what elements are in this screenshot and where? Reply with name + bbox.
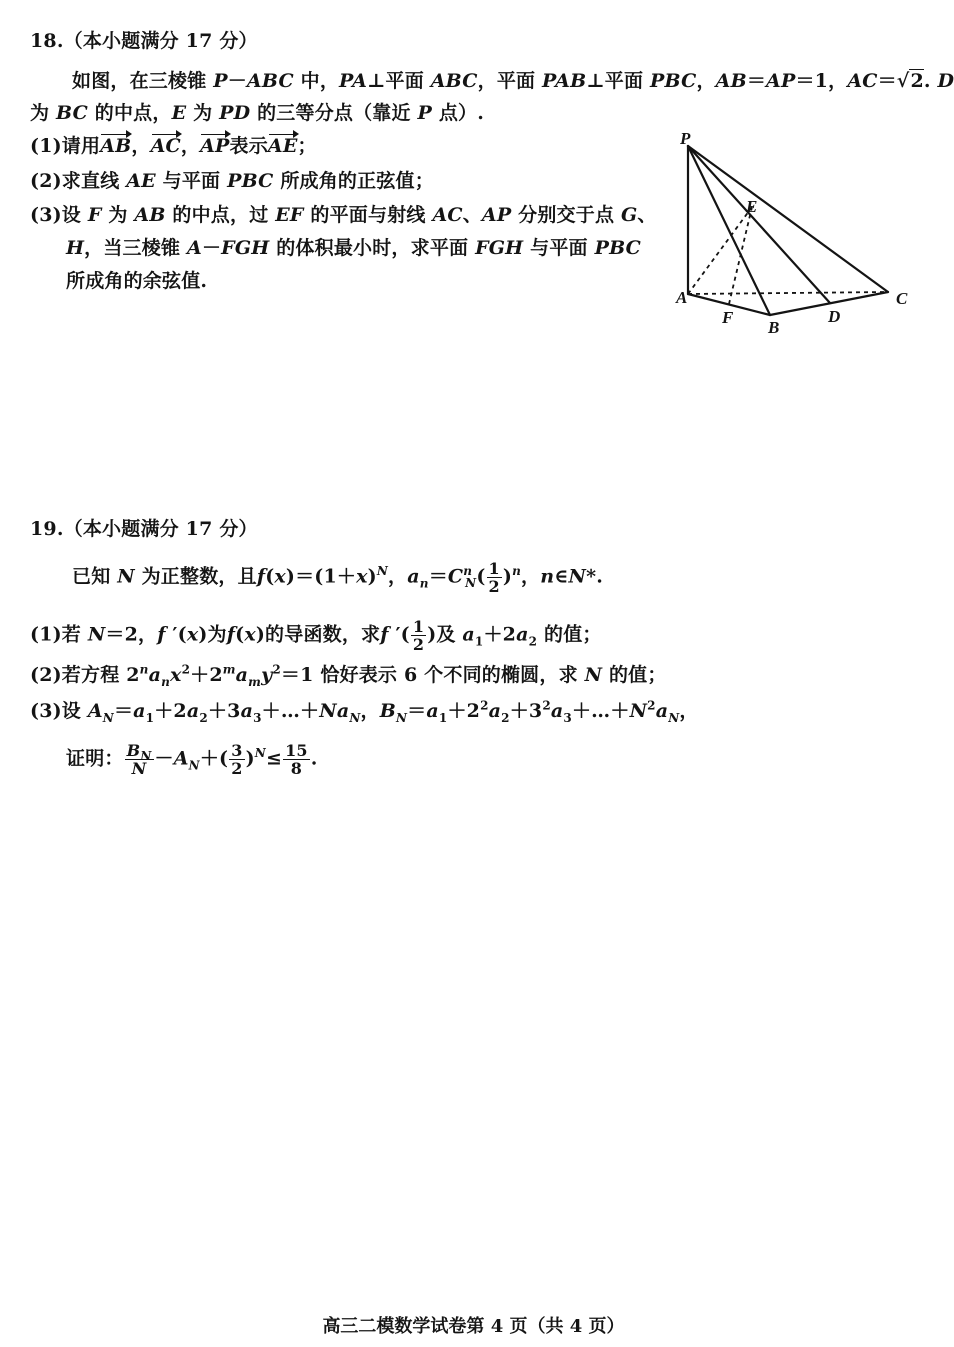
label-E: E: [746, 197, 758, 216]
label-A: A: [676, 288, 688, 307]
q18-part3-line1: (3)设 F 为 AB 的中点，过 EF 的平面与射线 AC、AP 分别交于点 G、: [30, 204, 657, 226]
label-B: B: [768, 318, 780, 337]
q18-part3-line3: 所成角的余弦值.: [66, 270, 208, 292]
edge-PC: [688, 146, 888, 292]
q18-part1: (1)请用AB，AC，AP表示AE；: [30, 135, 317, 157]
tetrahedron-figure: [662, 126, 922, 346]
label-P: P: [680, 129, 691, 148]
edge-AC-hidden: [688, 292, 888, 294]
q18-stem-line2: 为 BC 的中点，E 为 PD 的三等分点（靠近 P 点）.: [30, 102, 485, 124]
q19-part1: (1)若 N＝2，f ′(x)为f(x)的导函数，求f ′( $\frac{1}{2}$ )及 $a_1+2a_2$ 的值；: [30, 617, 602, 654]
q19-part3: (3)设 $A_N=a_1+2a_2+3a_3+\dots+Na_N$，$B_N=a_1+2^2a_2+3^2a_3+\dots+N^2a_N$，: [30, 698, 699, 725]
q19-part2: (2)若方程 $2^na_nx^2+2^ma_my^2=1$ 恰好表示 6 个不同的椭圆，求 N 的值；: [30, 662, 667, 689]
label-C: C: [896, 289, 908, 308]
edge-PD: [688, 146, 830, 303]
segment-AE-hidden: [688, 207, 752, 294]
q18-stem-line1: 如图，在三棱锥 P－ABC 中，PA⊥平面 ABC，平面 PAB⊥平面 PBC，AB＝AP＝1，AC＝√2. D: [72, 70, 954, 92]
label-D: D: [828, 307, 841, 326]
q19-header: 19.（本小题满分 17 分）: [30, 518, 258, 540]
q18-part2: (2)求直线 AE 与平面 PBC 所成角的正弦值；: [30, 170, 434, 192]
page-footer: 高三二模数学试卷第 4 页（共 4 页）: [322, 1316, 625, 1337]
q19-proof: 证明： $\frac{B_N}{N}$ $-A_N+$( $\frac{3}{2}$ )$^N$≤ $\frac{15}{8}$ .: [66, 741, 318, 778]
q18-header: 18.（本小题满分 17 分）: [30, 30, 258, 52]
edge-PB: [688, 146, 770, 315]
label-F: F: [722, 308, 734, 327]
q19-stem: 已知 N 为正整数，且$f(x)=(1+x)^N$，$a_n=C^n_N$( $\frac{1}{2}$ )$^n$，n∈N*.: [72, 559, 604, 596]
q18-part3-line2: H，当三棱锥 A－FGH 的体积最小时，求平面 FGH 与平面 PBC: [66, 237, 641, 259]
